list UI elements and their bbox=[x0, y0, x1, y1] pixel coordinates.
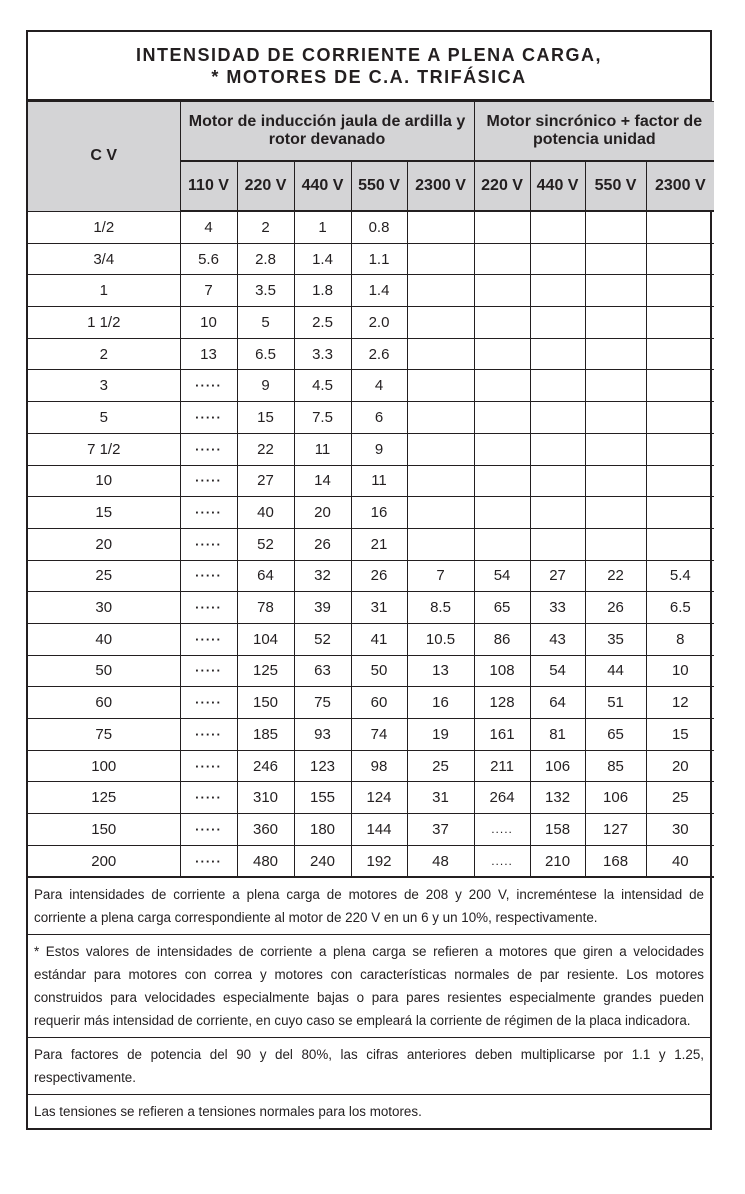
table-row bbox=[28, 592, 714, 624]
current-cell: 155 bbox=[294, 782, 351, 814]
current-cell: ..... bbox=[474, 845, 530, 877]
current-cell bbox=[530, 338, 585, 370]
table-body bbox=[28, 211, 714, 877]
current-cell bbox=[474, 497, 530, 529]
voltage-header: 550 V bbox=[351, 161, 407, 211]
cv-cell: 150 bbox=[28, 814, 180, 846]
current-cell: 4 bbox=[351, 370, 407, 402]
current-cell: 86 bbox=[474, 623, 530, 655]
current-cell: 124 bbox=[351, 782, 407, 814]
footnote: Para factores de potencia del 90 y del 80%, las cifras anteriores deben multiplicarse por 1.1 y 1.25, respectivamente. bbox=[28, 1037, 710, 1094]
current-cell: 54 bbox=[530, 655, 585, 687]
current-cell bbox=[530, 497, 585, 529]
table-row bbox=[28, 528, 714, 560]
current-cell: 3.3 bbox=[294, 338, 351, 370]
current-cell bbox=[474, 465, 530, 497]
current-cell: 41 bbox=[351, 623, 407, 655]
current-cell: 161 bbox=[474, 719, 530, 751]
current-cell bbox=[585, 243, 646, 275]
current-cell: 14 bbox=[294, 465, 351, 497]
current-cell: 10.5 bbox=[407, 623, 474, 655]
current-cell: 6.5 bbox=[237, 338, 294, 370]
table-row bbox=[28, 433, 714, 465]
table-row bbox=[28, 275, 714, 307]
table-row bbox=[28, 782, 714, 814]
cv-cell: 3 bbox=[28, 370, 180, 402]
current-cell: 12 bbox=[646, 687, 714, 719]
cv-cell: 125 bbox=[28, 782, 180, 814]
current-cell: ····· bbox=[180, 497, 237, 529]
current-cell: 127 bbox=[585, 814, 646, 846]
current-cell: 2.8 bbox=[237, 243, 294, 275]
current-cell: 63 bbox=[294, 655, 351, 687]
current-cell: 16 bbox=[407, 687, 474, 719]
current-cell: 180 bbox=[294, 814, 351, 846]
current-cell: 26 bbox=[351, 560, 407, 592]
current-cell: 5.4 bbox=[646, 560, 714, 592]
title-line-1: INTENSIDAD DE CORRIENTE A PLENA CARGA, bbox=[135, 44, 603, 65]
current-cell: 1.8 bbox=[294, 275, 351, 307]
current-cell: 20 bbox=[294, 497, 351, 529]
current-cell bbox=[646, 211, 714, 243]
current-cell: 16 bbox=[351, 497, 407, 529]
current-cell: 4.5 bbox=[294, 370, 351, 402]
table-row bbox=[28, 623, 714, 655]
current-cell: 480 bbox=[237, 845, 294, 877]
current-cell: 50 bbox=[351, 655, 407, 687]
current-cell: 1.4 bbox=[351, 275, 407, 307]
current-cell bbox=[646, 338, 714, 370]
cv-cell: 3/4 bbox=[28, 243, 180, 275]
cv-cell: 15 bbox=[28, 497, 180, 529]
cv-cell: 1 1/2 bbox=[28, 307, 180, 339]
current-cell: 108 bbox=[474, 655, 530, 687]
header-synchronous-motor: Motor sincrónico + factor de potencia unidad bbox=[474, 102, 714, 162]
current-cell: ····· bbox=[180, 623, 237, 655]
current-cell bbox=[585, 433, 646, 465]
current-cell: 22 bbox=[237, 433, 294, 465]
cv-cell: 200 bbox=[28, 845, 180, 877]
current-cell: 106 bbox=[530, 750, 585, 782]
current-cell: 15 bbox=[237, 402, 294, 434]
current-cell: 21 bbox=[351, 528, 407, 560]
current-cell: 85 bbox=[585, 750, 646, 782]
current-cell bbox=[585, 275, 646, 307]
footnote: Las tensiones se refieren a tensiones normales para los motores. bbox=[28, 1094, 710, 1128]
current-cell bbox=[407, 402, 474, 434]
current-cell: 5.6 bbox=[180, 243, 237, 275]
current-cell: 10 bbox=[180, 307, 237, 339]
current-cell: 104 bbox=[237, 623, 294, 655]
current-cell: 32 bbox=[294, 560, 351, 592]
current-cell: 64 bbox=[530, 687, 585, 719]
voltage-header: 2300 V bbox=[407, 161, 474, 211]
current-cell bbox=[530, 528, 585, 560]
current-cell: 9 bbox=[237, 370, 294, 402]
current-cell bbox=[646, 465, 714, 497]
table-row bbox=[28, 750, 714, 782]
table-row bbox=[28, 845, 714, 877]
current-cell: ····· bbox=[180, 528, 237, 560]
table-row bbox=[28, 814, 714, 846]
current-cell bbox=[474, 338, 530, 370]
current-cell bbox=[474, 528, 530, 560]
current-cell bbox=[530, 370, 585, 402]
current-cell: 31 bbox=[351, 592, 407, 624]
current-cell: 125 bbox=[237, 655, 294, 687]
current-cell: 2.5 bbox=[294, 307, 351, 339]
current-cell bbox=[530, 307, 585, 339]
current-cell bbox=[407, 465, 474, 497]
current-cell: 27 bbox=[237, 465, 294, 497]
current-cell: 43 bbox=[530, 623, 585, 655]
current-cell bbox=[530, 211, 585, 243]
current-cell bbox=[407, 338, 474, 370]
cv-cell: 25 bbox=[28, 560, 180, 592]
current-cell: 40 bbox=[646, 845, 714, 877]
current-cell: 4 bbox=[180, 211, 237, 243]
current-cell bbox=[474, 275, 530, 307]
current-cell bbox=[646, 433, 714, 465]
cv-cell: 30 bbox=[28, 592, 180, 624]
current-cell bbox=[407, 433, 474, 465]
current-cell: 2.6 bbox=[351, 338, 407, 370]
current-cell bbox=[646, 497, 714, 529]
current-cell: 54 bbox=[474, 560, 530, 592]
current-cell: 25 bbox=[646, 782, 714, 814]
table-row bbox=[28, 560, 714, 592]
current-cell bbox=[407, 211, 474, 243]
current-cell: 8 bbox=[646, 623, 714, 655]
voltage-header: 550 V bbox=[585, 161, 646, 211]
current-cell: 15 bbox=[646, 719, 714, 751]
current-cell bbox=[585, 370, 646, 402]
cv-cell: 1/2 bbox=[28, 211, 180, 243]
table-row bbox=[28, 211, 714, 243]
current-table bbox=[28, 101, 714, 878]
current-cell bbox=[530, 433, 585, 465]
voltage-header: 220 V bbox=[474, 161, 530, 211]
current-cell bbox=[407, 370, 474, 402]
current-cell bbox=[585, 338, 646, 370]
current-cell: 150 bbox=[237, 687, 294, 719]
current-cell: 39 bbox=[294, 592, 351, 624]
current-cell: 123 bbox=[294, 750, 351, 782]
current-cell: 192 bbox=[351, 845, 407, 877]
current-cell bbox=[646, 243, 714, 275]
current-cell: 44 bbox=[585, 655, 646, 687]
current-cell bbox=[530, 243, 585, 275]
current-cell: 22 bbox=[585, 560, 646, 592]
cv-cell: 2 bbox=[28, 338, 180, 370]
current-cell bbox=[474, 211, 530, 243]
current-cell: 1 bbox=[294, 211, 351, 243]
current-cell bbox=[407, 243, 474, 275]
current-cell: 1.4 bbox=[294, 243, 351, 275]
voltage-header: 440 V bbox=[530, 161, 585, 211]
current-cell: 7.5 bbox=[294, 402, 351, 434]
footnote: Para intensidades de corriente a plena carga de motores de 208 y 200 V, increméntese la intensidad de corriente a plena carga correspondiente al motor de 220 V en un 6 y un 10%, respectivamente. bbox=[34, 887, 704, 926]
current-cell: 51 bbox=[585, 687, 646, 719]
current-table-document bbox=[26, 30, 712, 1130]
current-cell: 33 bbox=[530, 592, 585, 624]
current-cell: ····· bbox=[180, 845, 237, 877]
current-cell: 81 bbox=[530, 719, 585, 751]
current-cell bbox=[585, 497, 646, 529]
current-cell: ····· bbox=[180, 402, 237, 434]
current-cell: 74 bbox=[351, 719, 407, 751]
cv-cell: 5 bbox=[28, 402, 180, 434]
table-title bbox=[28, 32, 710, 101]
voltage-header: 220 V bbox=[237, 161, 294, 211]
current-cell: 30 bbox=[646, 814, 714, 846]
current-cell: 52 bbox=[237, 528, 294, 560]
cv-cell: 10 bbox=[28, 465, 180, 497]
current-cell: 3.5 bbox=[237, 275, 294, 307]
table-row bbox=[28, 243, 714, 275]
current-cell: 185 bbox=[237, 719, 294, 751]
current-cell: 64 bbox=[237, 560, 294, 592]
title-line-2: * MOTORES DE C.A. TRIFÁSICA bbox=[211, 66, 527, 87]
current-cell: 2 bbox=[237, 211, 294, 243]
current-cell: ····· bbox=[180, 465, 237, 497]
current-cell: ····· bbox=[180, 719, 237, 751]
current-cell bbox=[646, 370, 714, 402]
current-cell: 37 bbox=[407, 814, 474, 846]
current-cell: 26 bbox=[294, 528, 351, 560]
current-cell: 6.5 bbox=[646, 592, 714, 624]
current-cell: 20 bbox=[646, 750, 714, 782]
current-cell: 246 bbox=[237, 750, 294, 782]
current-cell bbox=[530, 465, 585, 497]
cv-cell: 50 bbox=[28, 655, 180, 687]
current-cell: 93 bbox=[294, 719, 351, 751]
current-cell bbox=[474, 370, 530, 402]
current-cell: 10 bbox=[646, 655, 714, 687]
current-cell bbox=[407, 307, 474, 339]
current-cell: 78 bbox=[237, 592, 294, 624]
cv-cell: 40 bbox=[28, 623, 180, 655]
current-cell: 7 bbox=[407, 560, 474, 592]
cv-cell: 1 bbox=[28, 275, 180, 307]
current-cell: 360 bbox=[237, 814, 294, 846]
current-cell: 19 bbox=[407, 719, 474, 751]
table-row bbox=[28, 655, 714, 687]
current-cell bbox=[407, 497, 474, 529]
current-cell bbox=[474, 243, 530, 275]
current-cell: 2.0 bbox=[351, 307, 407, 339]
header-cv: C V bbox=[28, 102, 180, 212]
current-cell bbox=[646, 275, 714, 307]
cv-cell: 100 bbox=[28, 750, 180, 782]
header-induction-motor: Motor de inducción jaula de ardilla y rotor devanado bbox=[180, 102, 474, 162]
current-cell: 310 bbox=[237, 782, 294, 814]
current-cell: 9 bbox=[351, 433, 407, 465]
current-cell: 6 bbox=[351, 402, 407, 434]
current-cell: 13 bbox=[407, 655, 474, 687]
current-cell: 1.1 bbox=[351, 243, 407, 275]
current-cell: ····· bbox=[180, 814, 237, 846]
current-cell: ····· bbox=[180, 592, 237, 624]
cv-cell: 7 1/2 bbox=[28, 433, 180, 465]
current-cell: ..... bbox=[474, 814, 530, 846]
table-row bbox=[28, 497, 714, 529]
cv-cell: 20 bbox=[28, 528, 180, 560]
current-cell: 5 bbox=[237, 307, 294, 339]
current-cell: ····· bbox=[180, 782, 237, 814]
current-cell: 31 bbox=[407, 782, 474, 814]
table-row bbox=[28, 307, 714, 339]
voltage-header: 110 V bbox=[180, 161, 237, 211]
current-cell: 128 bbox=[474, 687, 530, 719]
current-cell: ····· bbox=[180, 687, 237, 719]
current-cell bbox=[585, 402, 646, 434]
current-cell: 264 bbox=[474, 782, 530, 814]
table-row bbox=[28, 370, 714, 402]
current-cell: 35 bbox=[585, 623, 646, 655]
current-cell: 13 bbox=[180, 338, 237, 370]
current-cell bbox=[585, 528, 646, 560]
current-cell bbox=[585, 307, 646, 339]
table-row bbox=[28, 687, 714, 719]
current-cell bbox=[585, 465, 646, 497]
current-cell bbox=[474, 402, 530, 434]
cv-cell: 60 bbox=[28, 687, 180, 719]
cv-cell: 75 bbox=[28, 719, 180, 751]
table-row bbox=[28, 465, 714, 497]
current-cell: 11 bbox=[351, 465, 407, 497]
current-cell bbox=[530, 275, 585, 307]
current-cell: 8.5 bbox=[407, 592, 474, 624]
current-cell: 106 bbox=[585, 782, 646, 814]
current-cell bbox=[407, 528, 474, 560]
current-cell: 48 bbox=[407, 845, 474, 877]
current-cell bbox=[585, 211, 646, 243]
current-cell: 210 bbox=[530, 845, 585, 877]
current-cell: 144 bbox=[351, 814, 407, 846]
current-cell: 211 bbox=[474, 750, 530, 782]
current-cell: ····· bbox=[180, 370, 237, 402]
current-cell: 168 bbox=[585, 845, 646, 877]
notes bbox=[28, 878, 710, 1128]
current-cell: 65 bbox=[474, 592, 530, 624]
current-cell bbox=[646, 402, 714, 434]
table-row bbox=[28, 402, 714, 434]
current-cell bbox=[407, 275, 474, 307]
current-cell: ····· bbox=[180, 750, 237, 782]
voltage-header: 440 V bbox=[294, 161, 351, 211]
current-cell bbox=[474, 433, 530, 465]
current-cell: ····· bbox=[180, 655, 237, 687]
current-cell bbox=[474, 307, 530, 339]
voltage-header: 2300 V bbox=[646, 161, 714, 211]
current-cell: 26 bbox=[585, 592, 646, 624]
current-cell: 240 bbox=[294, 845, 351, 877]
current-cell: 75 bbox=[294, 687, 351, 719]
footnote: * Estos valores de intensidades de corriente a plena carga se refieren a motores que giren a velocidades estándar para motores con correa y motores con características normales de par resiente. Los motores construidos para velocidades especialmente bajas o para pares resientes especialmente grandes pueden requerir más intensidad de corriente, en cuyo caso se empleará la corriente de régimen de la placa indicadora. bbox=[28, 934, 710, 1037]
current-cell: 132 bbox=[530, 782, 585, 814]
current-cell bbox=[646, 528, 714, 560]
current-cell: 0.8 bbox=[351, 211, 407, 243]
current-cell: 7 bbox=[180, 275, 237, 307]
current-cell: 158 bbox=[530, 814, 585, 846]
table-row bbox=[28, 338, 714, 370]
current-cell: 27 bbox=[530, 560, 585, 592]
current-cell: ····· bbox=[180, 560, 237, 592]
current-cell: 25 bbox=[407, 750, 474, 782]
current-cell: 40 bbox=[237, 497, 294, 529]
current-cell: 65 bbox=[585, 719, 646, 751]
table-row bbox=[28, 719, 714, 751]
current-cell bbox=[646, 307, 714, 339]
current-cell: 98 bbox=[351, 750, 407, 782]
current-cell: 52 bbox=[294, 623, 351, 655]
current-cell: 60 bbox=[351, 687, 407, 719]
current-cell: ····· bbox=[180, 433, 237, 465]
current-cell: 11 bbox=[294, 433, 351, 465]
current-cell bbox=[530, 402, 585, 434]
